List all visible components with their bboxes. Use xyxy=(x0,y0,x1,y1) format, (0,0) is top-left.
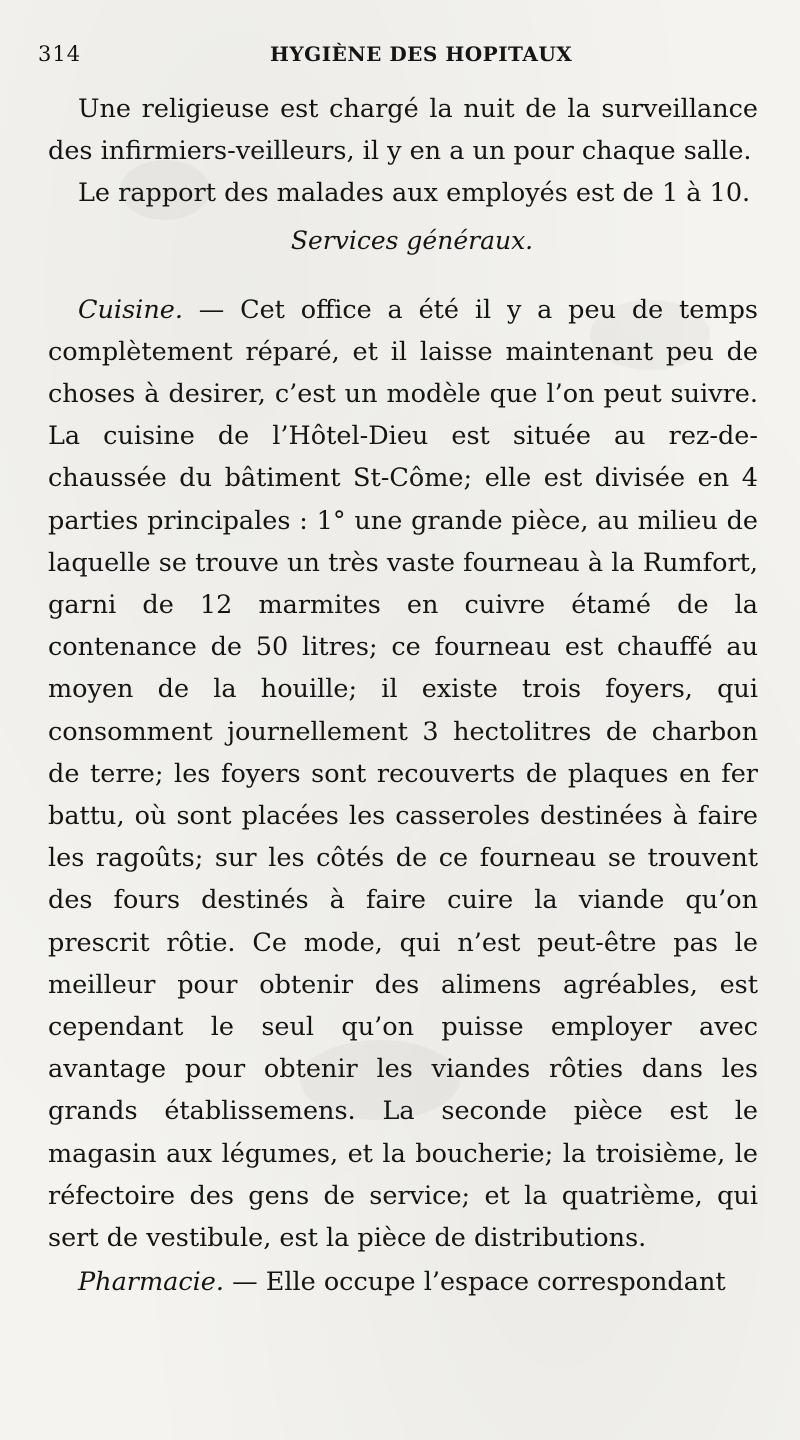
paragraph-night-surveillance: Une religieuse est chargé la nuit de la surveillance des infirmiers-veilleurs, il y en a un pour chaque salle. xyxy=(48,94,758,167)
section-heading-services: Services généraux. xyxy=(290,225,534,255)
running-title: HYGIÈNE DES HOPITAUX xyxy=(270,42,573,66)
page-number: 314 xyxy=(38,42,82,66)
page-header xyxy=(38,42,762,72)
page-body xyxy=(48,88,758,1303)
paragraph-cuisine-text: — Cet office a été il y a peu de temps complètement réparé, et il laisse maintenant peu de choses à desirer, c’est un modèle que l’on peut suivre. La cuisine de l’Hôtel-Dieu est située au rez-de-chaussée du bâtiment St-Côme; elle est divisée en 4 parties principales : 1° une grande pièce, au milieu de laquelle se trouve un très vaste fourneau à la Rumfort, garni de 12 marmites en cuivre étamé de la contenance de 50 litres; ce fourneau est chauffé au moyen de la houille; il existe trois foyers, qui consomment journellement 3 hectolitres de charbon de terre; les foyers sont recouverts de plaques en fer battu, où sont placées les casseroles destinées à faire les ragoûts; sur les côtés de ce fourneau se trouvent des fours destinés à faire cuire la viande qu’on prescrit rôtie. Ce mode, qui n’est peut-être pas le meilleur pour obtenir des alimens agréables, est cependant le seul qu’on puisse employer avec avantage pour obtenir les viandes rôties dans les grands établissemens. La seconde pièce est le magasin aux légumes, et la boucherie; la troisième, le réfectoire des gens de service; et la quatrième, qui sert de vestibule, est la pièce de distributions. xyxy=(48,294,758,1254)
paragraph-cuisine xyxy=(48,289,758,1260)
run-head-cuisine: Cuisine. xyxy=(78,294,183,325)
run-head-pharmacie: Pharmacie. xyxy=(78,1267,224,1298)
paragraph-pharmacie xyxy=(48,1261,758,1303)
paragraph-staff-ratio: Le rapport des malades aux employés est de 1 à 10. xyxy=(78,178,751,209)
paragraph-pharmacie-text: — Elle occupe l’espace correspondant xyxy=(224,1267,726,1298)
